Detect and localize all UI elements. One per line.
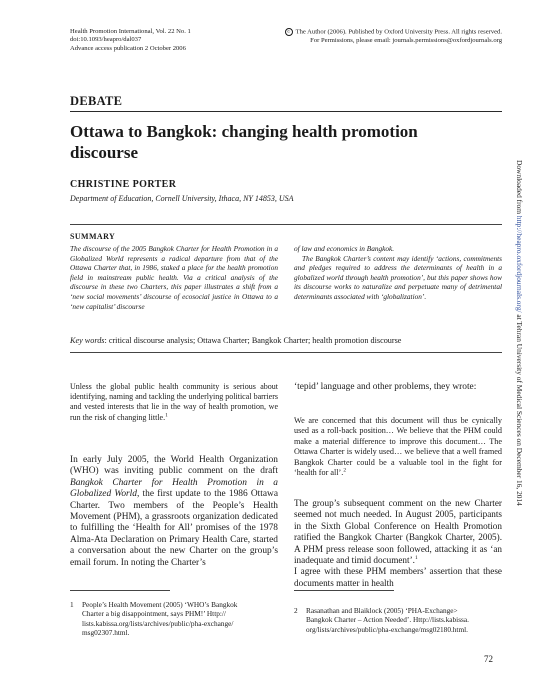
summary-heading: SUMMARY bbox=[70, 232, 116, 241]
article-title: Ottawa to Bangkok: changing health promotion discourse bbox=[70, 122, 418, 162]
body-paragraph-1 bbox=[70, 455, 278, 569]
keywords bbox=[70, 336, 510, 345]
download-prefix: Downloaded from bbox=[515, 160, 524, 216]
author-affiliation: Department of Education, Cornell University, Ithaca, NY 14853, USA bbox=[70, 194, 294, 203]
summary-column-1: The discourse of the 2005 Bangkok Charter for Health Promotion in a Globalized World represents a radical departure from that of the Ottawa Charter that, in 1986, staked a place for the health promotion field in mainstream public health. Via a critical analysis of the discourse in these two Charters, this paper illustrates a shift from a ‘new social movements’ discourse of ecosocial justice in Ottawa to a ‘new capitalist’ discourse bbox=[70, 244, 278, 311]
body-paragraph-1-continued: ‘tepid’ language and other problems, they wrote: bbox=[294, 382, 477, 392]
journal-link[interactable]: http://heapro.oxfordjournals.org/ bbox=[515, 215, 524, 313]
keywords-list: : critical discourse analysis; Ottawa Charter; Bangkok Charter; health promotion discourse bbox=[104, 336, 402, 345]
body-paragraph-3: I agree with these PHM members’ assertion that these documents matter in health bbox=[294, 566, 502, 588]
footnote-text: People’s Health Movement (2005) ‘WHO’s Bangkok bbox=[82, 600, 238, 609]
copyright-text: The Author (2006). Published by Oxford University Press. All rights reserved. bbox=[295, 28, 502, 36]
quote-footnote-ref[interactable]: 2 bbox=[343, 467, 347, 474]
doi: doi:10.1093/heapro/dal037 bbox=[70, 36, 142, 44]
permissions-text: For Permissions, please email: journals.permissions@oxfordjournals.org bbox=[310, 36, 502, 44]
footnote-text-cont: Charter a big disappointment, says PHM!’ Http:// lists.kabissa.org/lists/archives/public/pha-exchange/ msg02307.html. bbox=[82, 609, 234, 638]
journal-name: Health Promotion International, Vol. 22 No. 1 bbox=[70, 28, 191, 35]
footnote-text-cont: Bangkok Charter – Action Needed’. Http://lists.kabissa. org/lists/archives/public/pha-exchange/msg02180.html. bbox=[306, 615, 469, 634]
epigraph bbox=[70, 382, 278, 423]
section-rule bbox=[70, 111, 502, 112]
paragraph-text: , the first update to the 1986 Ottawa Charter. Two members of the People’s Health Movement (PHM), a grassroots organization dedicated to fulfilling the ‘Health for All’ promises of the 1978 Alma-Ata Declaration on Primary Health Care, started a conversation about the new Charter on the group’s email forum. In noting the Charter’s bbox=[70, 489, 278, 568]
paragraph-footnote-ref[interactable]: 1 bbox=[414, 554, 418, 561]
download-stamp bbox=[513, 160, 525, 540]
download-suffix: at Tehran University of Medical Sciences on December 16, 2014 bbox=[515, 312, 524, 506]
keywords-label: Key words bbox=[70, 336, 105, 345]
body-paragraph-2 bbox=[294, 498, 502, 589]
footnote-number: 2 bbox=[294, 606, 298, 615]
block-quote bbox=[294, 416, 502, 478]
journal-header bbox=[70, 28, 270, 53]
section-label: DEBATE bbox=[70, 94, 123, 108]
footnote-text: Rasanathan and Blaiklock (2005) ‘PHA-Exchange> bbox=[306, 606, 458, 615]
copyright-icon: © bbox=[285, 28, 293, 36]
page-number: 72 bbox=[484, 654, 493, 664]
epigraph-text: Unless the global public health community is serious about identifying, naming and tackling the underlying political barriers and vested interests that lie in the way of health promotion, we run the risk of changing little. bbox=[70, 382, 278, 422]
summary-column-2 bbox=[294, 244, 502, 302]
advance-access: Advance access publication 2 October 2006 bbox=[70, 44, 186, 52]
footnote-rule-left bbox=[70, 590, 170, 591]
copyright-header bbox=[270, 28, 502, 45]
charter-title: Bangkok Charter for Health Promotion in a Globalized World bbox=[70, 477, 278, 500]
footnote-rule-right bbox=[294, 590, 394, 591]
author-name: CHRISTINE PORTER bbox=[70, 179, 177, 190]
epigraph-footnote-ref[interactable]: 1 bbox=[165, 411, 168, 418]
footnote-2 bbox=[294, 606, 502, 634]
summary-bottom-rule bbox=[70, 352, 502, 353]
paragraph-text: In early July 2005, the World Health Organization (WHO) was inviting public comment on the draft bbox=[70, 455, 278, 477]
summary-paragraph-end: of law and economics in Bangkok. bbox=[294, 244, 395, 253]
footnote-1 bbox=[70, 600, 278, 638]
footnote-number: 1 bbox=[70, 600, 74, 609]
paragraph-text: The group’s subsequent comment on the new Charter seemed not much needed. In August 2005, participants in the Sixth Global Conference on Health Promotion ratified the Bangkok Charter (Bangkok Charter, 2005). A PHM press release soon followed, attacking it as ‘an inadequate and timid document’. bbox=[294, 498, 502, 566]
summary-paragraph-2: The Bangkok Charter’s content may identify ‘actions, commitments and pledges required to address the determinants of health in a globalized world through health promotion’, but this paper shows how its discourse works to naturalize and perpetuate many of detrimental determinants associated with ‘globalization’. bbox=[294, 253, 502, 301]
quote-text: We are concerned that this document will thus be cynically used as a roll-back position… We believe that the PHM could make a material difference to improve this document… The Ottawa Charter is widely used… we believe that a well framed Bangkok Charter could be a valuable tool in the fight for ‘health for all’. bbox=[294, 416, 502, 478]
summary-top-rule bbox=[70, 224, 502, 225]
